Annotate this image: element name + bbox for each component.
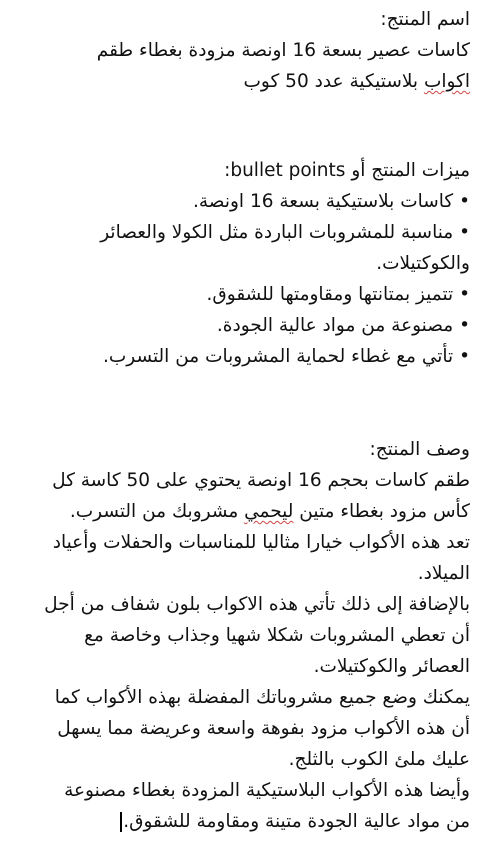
document-body[interactable] bbox=[8, 0, 470, 837]
description-text: كأس مزود بغطاء متين bbox=[293, 501, 470, 522]
description-heading: وصف المنتج: bbox=[369, 439, 470, 460]
description-line: تعد هذه الأكواب خيارا مثاليا للمناسبات والحفلات وأعياد bbox=[52, 532, 470, 553]
feature-bullet: • تتميز بمتانتها ومقاومتها للشقوق. bbox=[8, 279, 470, 310]
feature-bullet: • مصنوعة من مواد عالية الجودة. bbox=[8, 310, 470, 341]
product-name-line-1: كاسات عصير بسعة 16 اونصة مزودة بغطاء طقم bbox=[96, 40, 470, 61]
spacer bbox=[8, 372, 470, 434]
product-name-line-2 bbox=[8, 66, 470, 97]
feature-bullet: • كاسات بلاستيكية بسعة 16 اونصة. bbox=[8, 186, 470, 217]
description-line: العصائر والكوكتيلات. bbox=[313, 656, 470, 677]
description-line: أن هذه الأكواب مزود بفوهة واسعة وعريضة مما يسهل bbox=[57, 718, 470, 739]
spacer bbox=[8, 97, 470, 155]
feature-bullet: • تأتي مع غطاء لحماية المشروبات من التسرب. bbox=[8, 341, 470, 372]
text-cursor bbox=[120, 812, 122, 832]
description-line bbox=[8, 496, 470, 527]
feature-bullet: • مناسبة للمشروبات الباردة مثل الكولا والعصائر bbox=[8, 217, 470, 248]
description-line: يمكنك وضع جميع مشروباتك المفضلة بهذه الأكواب كما bbox=[54, 687, 470, 708]
features-heading: ميزات المنتج أو bullet points: bbox=[224, 160, 470, 181]
description-text: من مواد عالية الجودة متينة ومقاومة للشقوق. bbox=[123, 811, 470, 832]
features-list bbox=[8, 186, 470, 372]
description-line bbox=[8, 806, 470, 837]
description-line: الميلاد. bbox=[417, 563, 470, 584]
description-line: بالإضافة إلى ذلك تأتي هذه الاكواب بلون شفاف من أجل bbox=[44, 594, 470, 615]
product-name-heading: اسم المنتج: bbox=[380, 9, 470, 30]
product-name-line-2-text: بلاستيكية عدد 50 كوب bbox=[243, 71, 419, 92]
description-line: أن تعطي المشروبات شكلا شهيا وجذاب وخاصة مع bbox=[84, 625, 470, 646]
description-line: طقم كاسات بحجم 16 اونصة يحتوي على 50 كاسة كل bbox=[52, 470, 470, 491]
description-line: وأيضا هذه الأكواب البلاستيكية المزودة بغطاء مصنوعة bbox=[64, 780, 470, 801]
feature-bullet-continuation: والكوكتيلات. bbox=[376, 253, 470, 274]
spelling-error-marker[interactable]: اكواب bbox=[423, 71, 470, 92]
description-text: مشروبك من التسرب. bbox=[69, 501, 245, 522]
description-line: عليك ملئ الكوب بالثلج. bbox=[288, 749, 470, 770]
spelling-error-marker[interactable]: ليحمي bbox=[244, 501, 294, 522]
